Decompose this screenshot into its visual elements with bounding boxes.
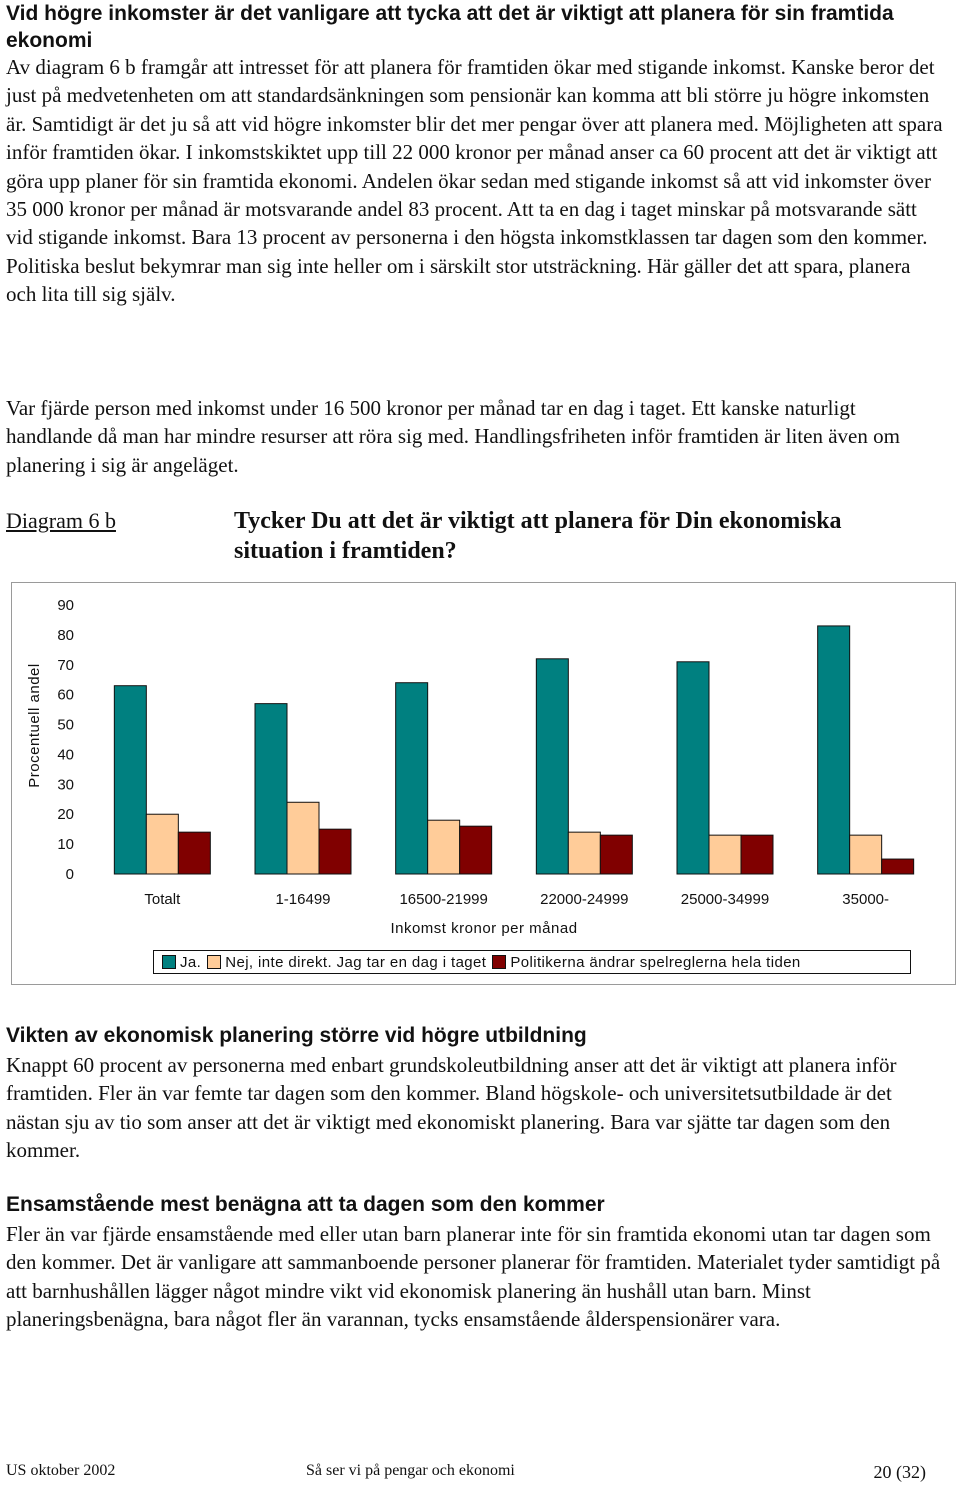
section-paragraph-low-income: Var fjärde person med inkomst under 16 500 kronor per månad tar en dag i taget. Ett kanske naturligt handlande då man har mindre resurser att röra sig med. Handlingsfriheten inför framtiden är liten även om planering i sig är angeläget. xyxy=(6,396,900,477)
legend-label: Nej, inte direkt. Jag tar en dag i taget xyxy=(225,953,487,971)
y-tick-label: 80 xyxy=(57,626,74,644)
legend-item xyxy=(207,954,486,971)
y-tick-label: 50 xyxy=(57,716,74,734)
section-heading-single: Ensamstående mest benägna att ta dagen som den kommer xyxy=(6,1193,605,1216)
x-tick-label: 1-16499 xyxy=(275,891,331,908)
y-tick-label: 70 xyxy=(57,656,74,674)
bar xyxy=(319,829,351,874)
y-tick-label: 20 xyxy=(57,806,74,824)
bar xyxy=(536,659,568,874)
y-tick-label: 10 xyxy=(57,836,74,854)
y-axis-label: Procentuell andel xyxy=(26,663,43,788)
bar xyxy=(568,832,600,874)
bar xyxy=(709,835,741,874)
legend-label: Politikerna ändrar spelreglerna hela tiden xyxy=(510,953,801,971)
legend-label: Ja. xyxy=(180,953,202,971)
section-paragraph-single: Fler än var fjärde ensamstående med eller utan barn planerar inte för sin framtida ekonomi utan tar dagen som den kommer. Det är vanligare att sammanboende personer planerar för framtiden. Materialet tyder samtidigt på att barnhushållen lägger något mindre vikt vid ekonomisk planering än hushåll utan barn. Minst planeringsbenägna, bara något fler än varannan, tycks ensamstående ålderspensionärer vara. xyxy=(6,1222,941,1332)
section-heading-education: Vikten av ekonomisk planering större vid högre utbildning xyxy=(6,1024,587,1047)
page-footer xyxy=(6,1462,926,1482)
bar xyxy=(396,683,428,874)
x-axis-label: Inkomst kronor per månad xyxy=(390,920,578,937)
bar xyxy=(255,704,287,874)
section-heading-income: Vid högre inkomster är det vanligare att tycka att det är viktigt att planera för sin framtida ekonomi xyxy=(6,2,894,52)
chart-legend xyxy=(153,950,911,974)
legend-swatch xyxy=(492,955,506,969)
bar xyxy=(850,835,882,874)
y-tick-label: 30 xyxy=(57,776,74,794)
legend-item xyxy=(492,954,800,971)
x-tick-label: 25000-34999 xyxy=(680,891,770,908)
bar xyxy=(741,835,773,874)
y-tick-label: 60 xyxy=(57,686,74,704)
bar xyxy=(114,686,146,874)
diagram-title: Tycker Du att det är viktigt att planera för Din ekonomiska situation i framtiden? xyxy=(234,508,842,564)
y-tick-label: 40 xyxy=(57,746,74,764)
bar xyxy=(677,662,709,874)
bar xyxy=(460,826,492,874)
footer-date: US oktober 2002 xyxy=(6,1462,116,1479)
bar xyxy=(600,835,632,874)
diagram-label: Diagram 6 b xyxy=(6,508,116,533)
bar-chart xyxy=(12,583,955,984)
chart-frame xyxy=(11,582,956,985)
y-tick-label: 90 xyxy=(57,597,74,614)
bar xyxy=(178,832,210,874)
legend-swatch xyxy=(162,955,176,969)
x-tick-label: 16500-21999 xyxy=(399,891,488,908)
bar xyxy=(818,626,850,874)
legend-swatch xyxy=(207,955,221,969)
footer-title: Så ser vi på pengar och ekonomi xyxy=(306,1462,515,1479)
bar xyxy=(287,802,319,874)
x-tick-label: 35000- xyxy=(842,891,890,908)
section-paragraph-education: Knappt 60 procent av personerna med enbart grundskoleutbildning anser att det är viktigt att planera inför framtiden. Fler än var femte tar dagen som den kommer. Bland högskole- och universitetsutbildade är det nästan sju av tio som anser att det är viktigt med ekonomiskt planering. Bara var sjätte tar dagen som den kommer. xyxy=(6,1053,897,1163)
bar xyxy=(146,814,178,874)
footer-page-number: 20 (32) xyxy=(873,1462,926,1482)
y-tick-label: 0 xyxy=(65,866,74,883)
legend-item xyxy=(162,954,201,971)
section-paragraph-income: Av diagram 6 b framgår att intresset för att planera för framtiden ökar med stigande inkomst. Kanske beror det just på medvetenheten om att standardsänkningen som pensionär kan komma att bli större ju högre inkomsten är. Samtidigt är det ju så att vid högre inkomster blir det mer pengar över att planera med. Möjligheten att spara inför framtiden ökar. I inkomstskiktet upp till 22 000 kronor per månad anser ca 60 procent att det är viktigt att göra upp planer för sin framtida ekonomi. Andelen ökar sedan med stigande inkomst så att vid inkomster över 35 000 kronor per månad är motsvarande andel 83 procent. Att ta en dag i taget minskar på motsvarande sätt vid stigande inkomst. Bara 13 procent av personerna i den högsta inkomstklassen tar dagen som den kommer. Politiska beslut bekymrar man sig inte heller om i särskilt stor utsträckning. Här gäller det att spara, planera och lita till sig själv. xyxy=(6,55,943,307)
x-tick-label: 22000-24999 xyxy=(540,891,629,908)
bar xyxy=(882,859,914,874)
bar xyxy=(428,820,460,874)
x-tick-label: Totalt xyxy=(144,891,181,908)
